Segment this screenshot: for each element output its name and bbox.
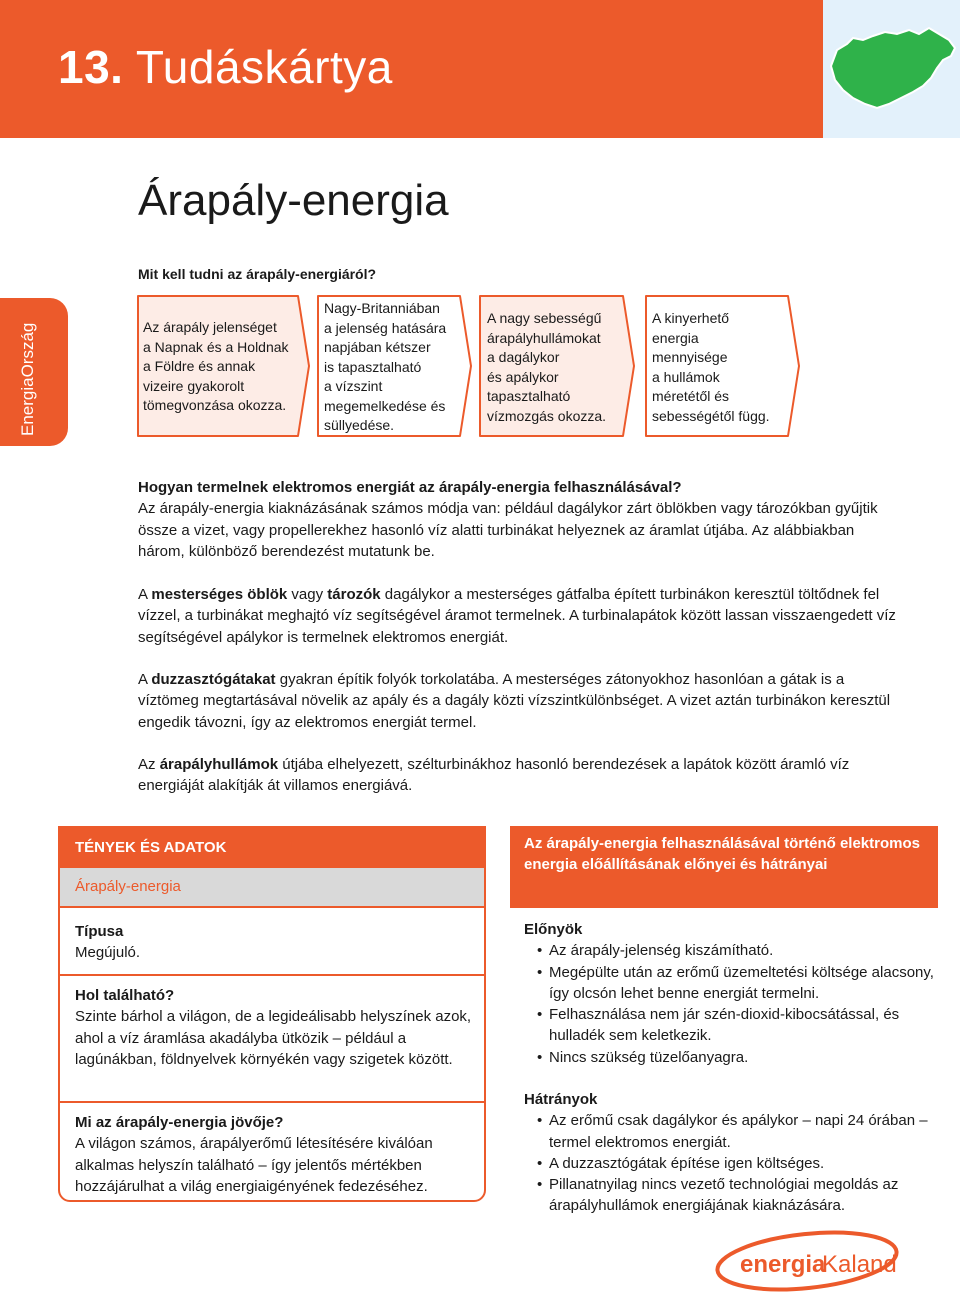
text-run: A xyxy=(138,671,152,688)
step-2-line: napjában kétszer xyxy=(324,339,431,355)
energiakaland-logo xyxy=(712,1226,902,1300)
step-1-line: vizeire gyakorolt xyxy=(143,377,245,394)
cons-list xyxy=(524,1110,938,1216)
facts-type-value: Megújuló. xyxy=(75,944,141,962)
step-3-line: A nagy sebességű xyxy=(487,310,602,326)
pros-cons-header-label: Az árapály-energia felhasználásával történő elektromos energia előállításának előnyei és hátrányai xyxy=(524,835,920,874)
step-1-line: Az árapály jelenséget xyxy=(143,319,277,335)
paragraph-waves xyxy=(138,754,898,797)
facts-subheader xyxy=(60,868,484,906)
bold-term: duzzasztógátakat xyxy=(151,671,276,688)
side-tab-label: EnergiaOrszág xyxy=(18,322,37,436)
step-2-line: süllyedése. xyxy=(324,417,395,433)
list-item: • Az árapály-jelenség kiszámítható. xyxy=(524,940,938,961)
step-1 xyxy=(143,318,289,416)
step-4-line: a hullámok xyxy=(652,368,720,385)
bold-term: mesterséges öblök xyxy=(151,586,288,603)
facts-future-label: Mi az árapály-energia jövője? xyxy=(75,1114,284,1131)
list-item: • Nincs szükség tüzelőanyagra. xyxy=(524,1047,938,1068)
paragraph-bays xyxy=(138,584,898,648)
facts-type-label: Típusa xyxy=(75,923,124,940)
facts-box xyxy=(58,826,486,1202)
step-2 xyxy=(324,299,446,436)
step-4-line: mennyisége xyxy=(652,349,728,365)
step-3-line: árapályhullámokat xyxy=(487,329,601,346)
facts-future-value: A világon számos, árapályerőmű létesítésére kiválóan alkalmas helyszín található – így jelentős mértékben hozzájárulhat a világ energiaigényének fedezéséhez. xyxy=(75,1135,433,1195)
facts-future xyxy=(75,1112,475,1197)
how-section xyxy=(138,477,898,562)
facts-where-label: Hol található? xyxy=(75,987,175,1004)
divider xyxy=(60,974,484,976)
logo-swoosh-icon xyxy=(712,1226,902,1296)
list-item: • Megépülte után az erőmű üzemeltetési költsége alacsony, így olcsón lehet benne energiát termelni. xyxy=(524,962,938,1005)
step-3-line: a dagálykor xyxy=(487,349,560,365)
step-2-line: megemelkedése és xyxy=(324,397,446,414)
logo-part2: Kaland xyxy=(822,1251,897,1278)
divider xyxy=(60,906,484,908)
pros-cons-box xyxy=(510,826,938,1216)
bold-term: tározók xyxy=(327,586,381,603)
step-2-line: is tapasztalható xyxy=(324,358,422,375)
list-item: • Az erőmű csak dagálykor és apálykor – napi 24 órában – termel elektromos energiát. xyxy=(524,1110,938,1153)
text-run: útjába elhelyezett, szélturbinákhoz hasonló berendezések a lapátok között áramló víz energiáját alakítják át villamos energiává. xyxy=(138,756,850,795)
step-3-line: vízmozgás okozza. xyxy=(487,407,607,424)
page-title: Árapály-energia xyxy=(138,176,449,225)
text-run: Az xyxy=(138,756,160,773)
card-number: 13. xyxy=(58,41,124,93)
step-4-line: sebességétől függ. xyxy=(652,407,770,424)
step-2-line: Nagy-Britanniában xyxy=(324,300,440,316)
facts-type xyxy=(75,921,475,964)
text-run: A xyxy=(138,586,152,603)
intro-question: Mit kell tudni az árapály-energiáról? xyxy=(138,266,377,282)
step-3 xyxy=(487,309,606,426)
step-2-line: a jelenség hatására xyxy=(324,319,447,336)
step-1-line: tömegvonzása okozza. xyxy=(143,397,287,413)
bold-term: árapályhullámok xyxy=(159,756,279,773)
pros-list xyxy=(524,940,938,1068)
facts-header xyxy=(60,828,484,868)
how-question: Hogyan termelnek elektromos energiát az árapály-energia felhasználásával? xyxy=(138,479,682,496)
list-item: • Pillanatnyilag nincs vezető technológiai megoldás az árapályhullámok energiájának kiaknázására. xyxy=(524,1174,938,1217)
cons-section xyxy=(524,1089,938,1217)
pros-section xyxy=(524,919,938,1068)
facts-where xyxy=(75,985,475,1070)
step-4-line: méretétől és xyxy=(652,388,730,404)
text-run: gyakran építik folyók torkolatába. A mesterséges zátonyokhoz hasonlóan a gátak is a víztömeg megtartásával növelik az apály és a dagály közti vízszintkülönbséget. A vizet aztán turbinákon keresztül engedik távozni, így az elektromos energiát termel. xyxy=(138,671,891,731)
step-1-line: a Földre és annak xyxy=(143,358,256,374)
text-run: dagálykor a mesterséges gátfalba épített turbinákon keresztül töltődnek fel vízzel, a turbinákat meghajtó víz segítségével áramot termelnek. A turbinalapátok között lassan visszaengedett víz segítségével apálykor is termelnek elektromos energiát. xyxy=(138,586,896,646)
divider xyxy=(60,1101,484,1103)
facts-header-label: TÉNYEK ÉS ADATOK xyxy=(75,839,227,856)
step-1-line: a Napnak és a Holdnak xyxy=(143,338,289,355)
text-run: vagy xyxy=(287,586,328,603)
cons-label: Hátrányok xyxy=(524,1091,598,1108)
facts-subheader-label: Árapály-energia xyxy=(75,878,181,895)
step-2-line: a vízszint xyxy=(324,378,383,394)
step-3-line: és apálykor xyxy=(487,368,559,385)
divider xyxy=(510,906,938,908)
card-label: Tudáskártya xyxy=(135,41,393,93)
list-item: • A duzzasztógátak építése igen költséges. xyxy=(524,1153,938,1174)
how-intro: Az árapály-energia kiaknázásának számos módja van: például dagálykor zárt öblökben vagy tározókban gyűjtik össze a vizet, vagy propellerekhez hasonló víz alatti turbinákat helyeznek az áramlat útjába. Az alábbiakban három, különböző berendezést mutatunk be. xyxy=(138,500,878,560)
step-4-line: A kinyerhető xyxy=(652,310,730,326)
step-3-line: tapasztalható xyxy=(487,388,571,404)
list-item: • Felhasználása nem jár szén-dioxid-kibocsátással, és hulladék sem keletkezik. xyxy=(524,1004,938,1047)
step-4-line: energia xyxy=(652,329,699,346)
step-4 xyxy=(652,309,770,426)
facts-where-value: Szinte bárhol a világon, de a legideálisabb helyszínek azok, ahol a víz áramlása akadályba ütközik – például a lagúnákban, földnyelvek környékén vagy szigetek között. xyxy=(75,1008,472,1068)
logo-part1: energia xyxy=(740,1251,826,1278)
paragraph-dams xyxy=(138,669,898,733)
pros-label: Előnyök xyxy=(524,921,583,938)
pros-cons-header xyxy=(510,826,938,906)
